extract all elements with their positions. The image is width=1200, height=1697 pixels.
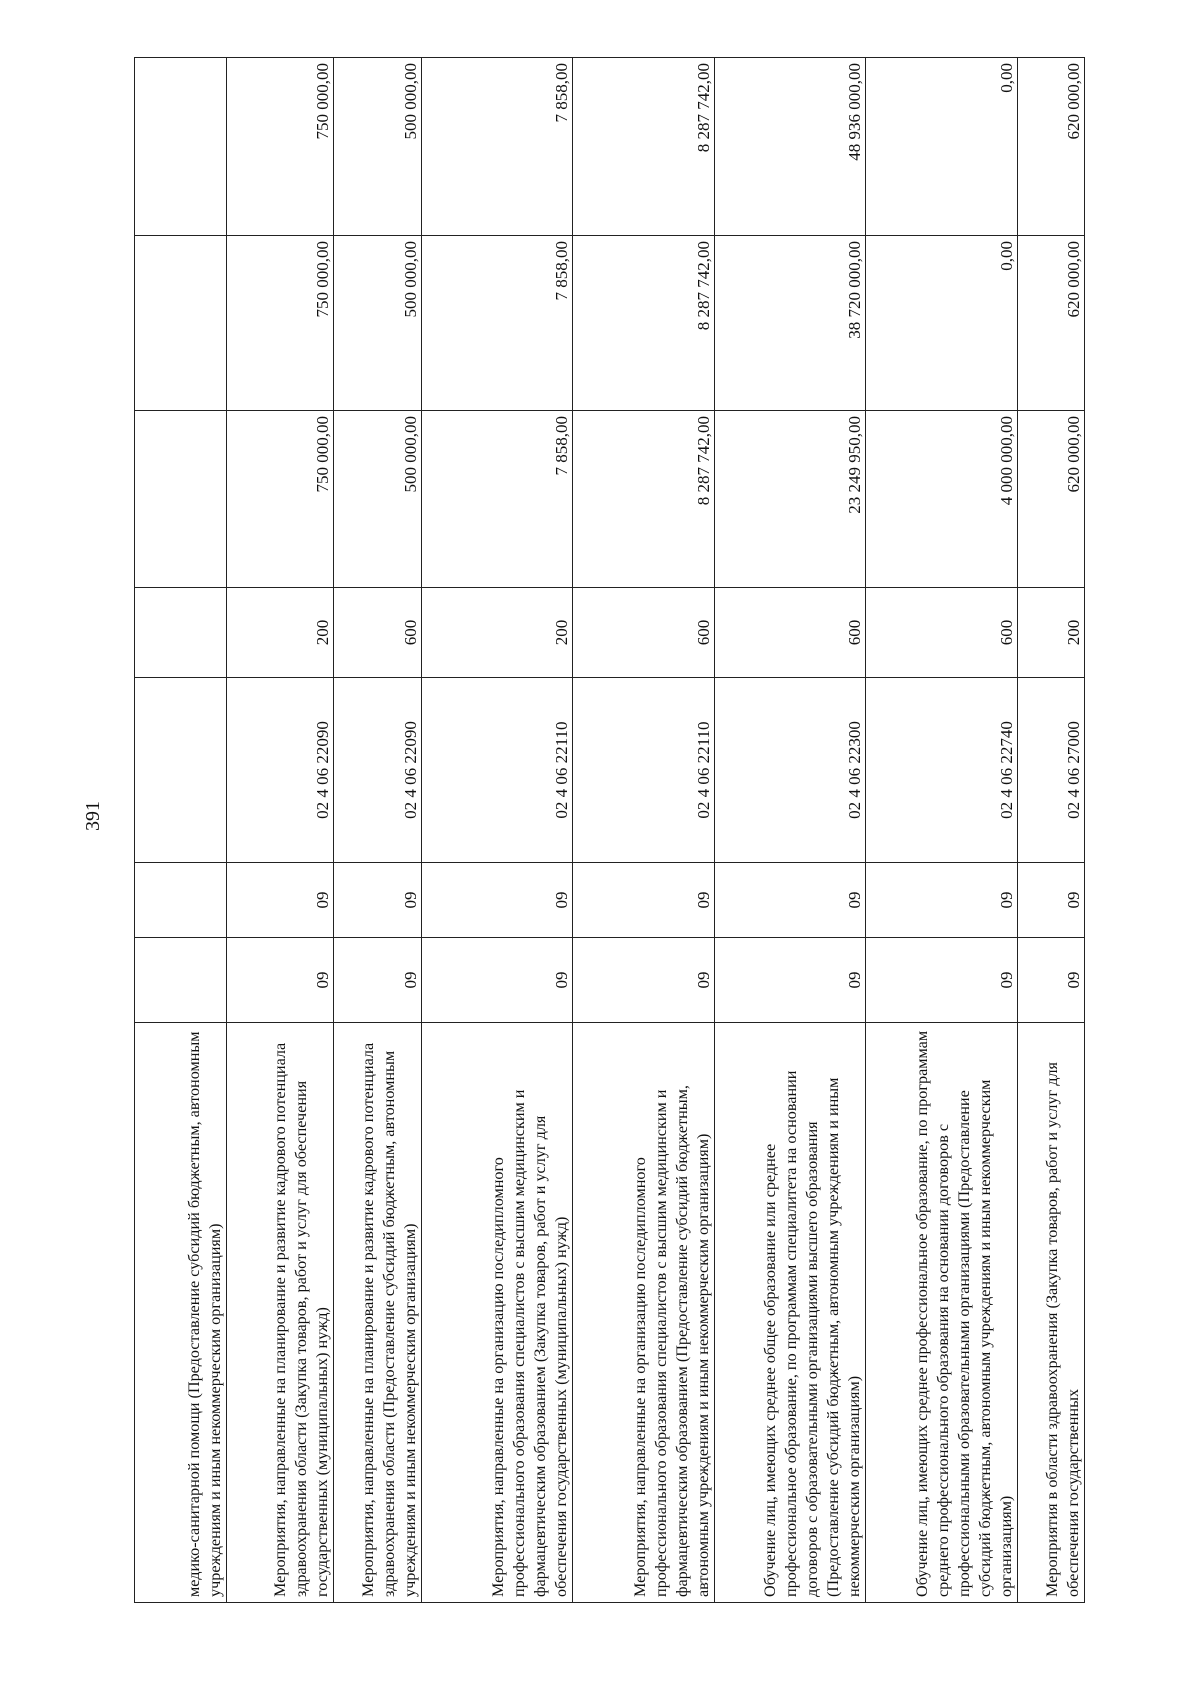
row-sum-3: 500 000,00 xyxy=(334,58,422,236)
table-row xyxy=(135,58,227,1603)
page-number: 391 xyxy=(82,801,104,831)
row-sum-3 xyxy=(135,58,227,236)
row-rz: 09 xyxy=(573,938,715,1023)
row-sum-1: 23 249 950,00 xyxy=(715,411,866,588)
table-row xyxy=(227,58,334,1603)
row-vr: 200 xyxy=(1018,588,1085,678)
row-vr: 200 xyxy=(227,588,334,678)
row-csr: 02 4 06 22110 xyxy=(422,678,573,863)
row-csr: 02 4 06 22300 xyxy=(715,678,866,863)
row-sum-2: 500 000,00 xyxy=(334,236,422,411)
row-rz: 09 xyxy=(227,938,334,1023)
row-name: Мероприятия, направленные на организацию последипломного профессионального образования специалистов с высшим медицинским и фармацевтическим образованием (Закупка товаров, работ и услуг для обеспечения государственных (муниципальных) нужд) xyxy=(422,1023,573,1603)
row-sum-1: 500 000,00 xyxy=(334,411,422,588)
row-sum-1: 750 000,00 xyxy=(227,411,334,588)
row-name: Обучение лиц, имеющих среднее профессиональное образование, по программам среднего профессионального образования на основании договоров с профессиональными образовательными организациями (Предоставление субсидий бюджетным, автономным учреждениям и иным некоммерческим организациям) xyxy=(866,1023,1018,1603)
table-row xyxy=(866,58,1018,1603)
row-vr: 200 xyxy=(422,588,573,678)
row-csr: 02 4 06 27000 xyxy=(1018,678,1085,863)
row-name: Мероприятия, направленные на планирование и развитие кадрового потенциала здравоохранения области (Закупка товаров, работ и услуг для обеспечения государственных (муниципальных) нужд) xyxy=(227,1023,334,1603)
row-name: медико-санитарной помощи (Предоставление субсидий бюджетным, автономным учреждениям и иным некоммерческим организациям) xyxy=(135,1023,227,1603)
row-sum-2: 8 287 742,00 xyxy=(573,236,715,411)
row-sum-3: 0,00 xyxy=(866,58,1018,236)
row-sum-2: 38 720 000,00 xyxy=(715,236,866,411)
row-sum-1: 8 287 742,00 xyxy=(573,411,715,588)
row-pr: 09 xyxy=(573,863,715,938)
row-csr: 02 4 06 22090 xyxy=(227,678,334,863)
row-pr: 09 xyxy=(715,863,866,938)
row-pr: 09 xyxy=(227,863,334,938)
row-sum-1 xyxy=(135,411,227,588)
row-pr: 09 xyxy=(422,863,573,938)
row-sum-1: 620 000,00 xyxy=(1018,411,1085,588)
table-row xyxy=(1018,58,1085,1603)
row-vr: 600 xyxy=(573,588,715,678)
row-sum-3: 7 858,00 xyxy=(422,58,573,236)
row-name: Мероприятия, направленные на планирование и развитие кадрового потенциала здравоохранения области (Предоставление субсидий бюджетным, автономным учреждениям и иным некоммерческим организациям) xyxy=(334,1023,422,1603)
row-vr: 600 xyxy=(715,588,866,678)
rotated-table-wrapper xyxy=(134,58,1084,1603)
row-rz: 09 xyxy=(866,938,1018,1023)
row-pr: 09 xyxy=(866,863,1018,938)
row-sum-1: 4 000 000,00 xyxy=(866,411,1018,588)
row-vr xyxy=(135,588,227,678)
row-sum-1: 7 858,00 xyxy=(422,411,573,588)
budget-table xyxy=(134,57,1085,1603)
row-vr: 600 xyxy=(334,588,422,678)
row-vr: 600 xyxy=(866,588,1018,678)
row-pr xyxy=(135,863,227,938)
row-sum-3: 48 936 000,00 xyxy=(715,58,866,236)
row-sum-2: 0,00 xyxy=(866,236,1018,411)
row-sum-2: 620 000,00 xyxy=(1018,236,1085,411)
row-sum-2 xyxy=(135,236,227,411)
row-csr xyxy=(135,678,227,863)
table-row xyxy=(422,58,573,1603)
row-sum-2: 750 000,00 xyxy=(227,236,334,411)
row-sum-3: 8 287 742,00 xyxy=(573,58,715,236)
row-name: Мероприятия, направленные на организацию последипломного профессионального образования специалистов с высшим медицинским и фармацевтическим образованием (Предоставление субсидий бюджетным, автономным учреждениям и иным некоммерческим организациям) xyxy=(573,1023,715,1603)
row-rz: 09 xyxy=(422,938,573,1023)
table-row xyxy=(573,58,715,1603)
row-pr: 09 xyxy=(1018,863,1085,938)
row-name: Мероприятия в области здравоохранения (Закупка товаров, работ и услуг для обеспечения государственных xyxy=(1018,1023,1085,1603)
row-csr: 02 4 06 22110 xyxy=(573,678,715,863)
table-row xyxy=(334,58,422,1603)
row-sum-2: 7 858,00 xyxy=(422,236,573,411)
row-csr: 02 4 06 22090 xyxy=(334,678,422,863)
row-csr: 02 4 06 22740 xyxy=(866,678,1018,863)
row-name: Обучение лиц, имеющих среднее общее образование или среднее профессиональное образование, по программам специалитета на основании договоров с образовательными организациями высшего образования (Предоставление субсидий бюджетным, автономным учреждениям и иным некоммерческим организациям) xyxy=(715,1023,866,1603)
row-rz xyxy=(135,938,227,1023)
row-sum-3: 620 000,00 xyxy=(1018,58,1085,236)
row-pr: 09 xyxy=(334,863,422,938)
table-row xyxy=(715,58,866,1603)
row-rz: 09 xyxy=(1018,938,1085,1023)
row-rz: 09 xyxy=(334,938,422,1023)
row-sum-3: 750 000,00 xyxy=(227,58,334,236)
row-rz: 09 xyxy=(715,938,866,1023)
